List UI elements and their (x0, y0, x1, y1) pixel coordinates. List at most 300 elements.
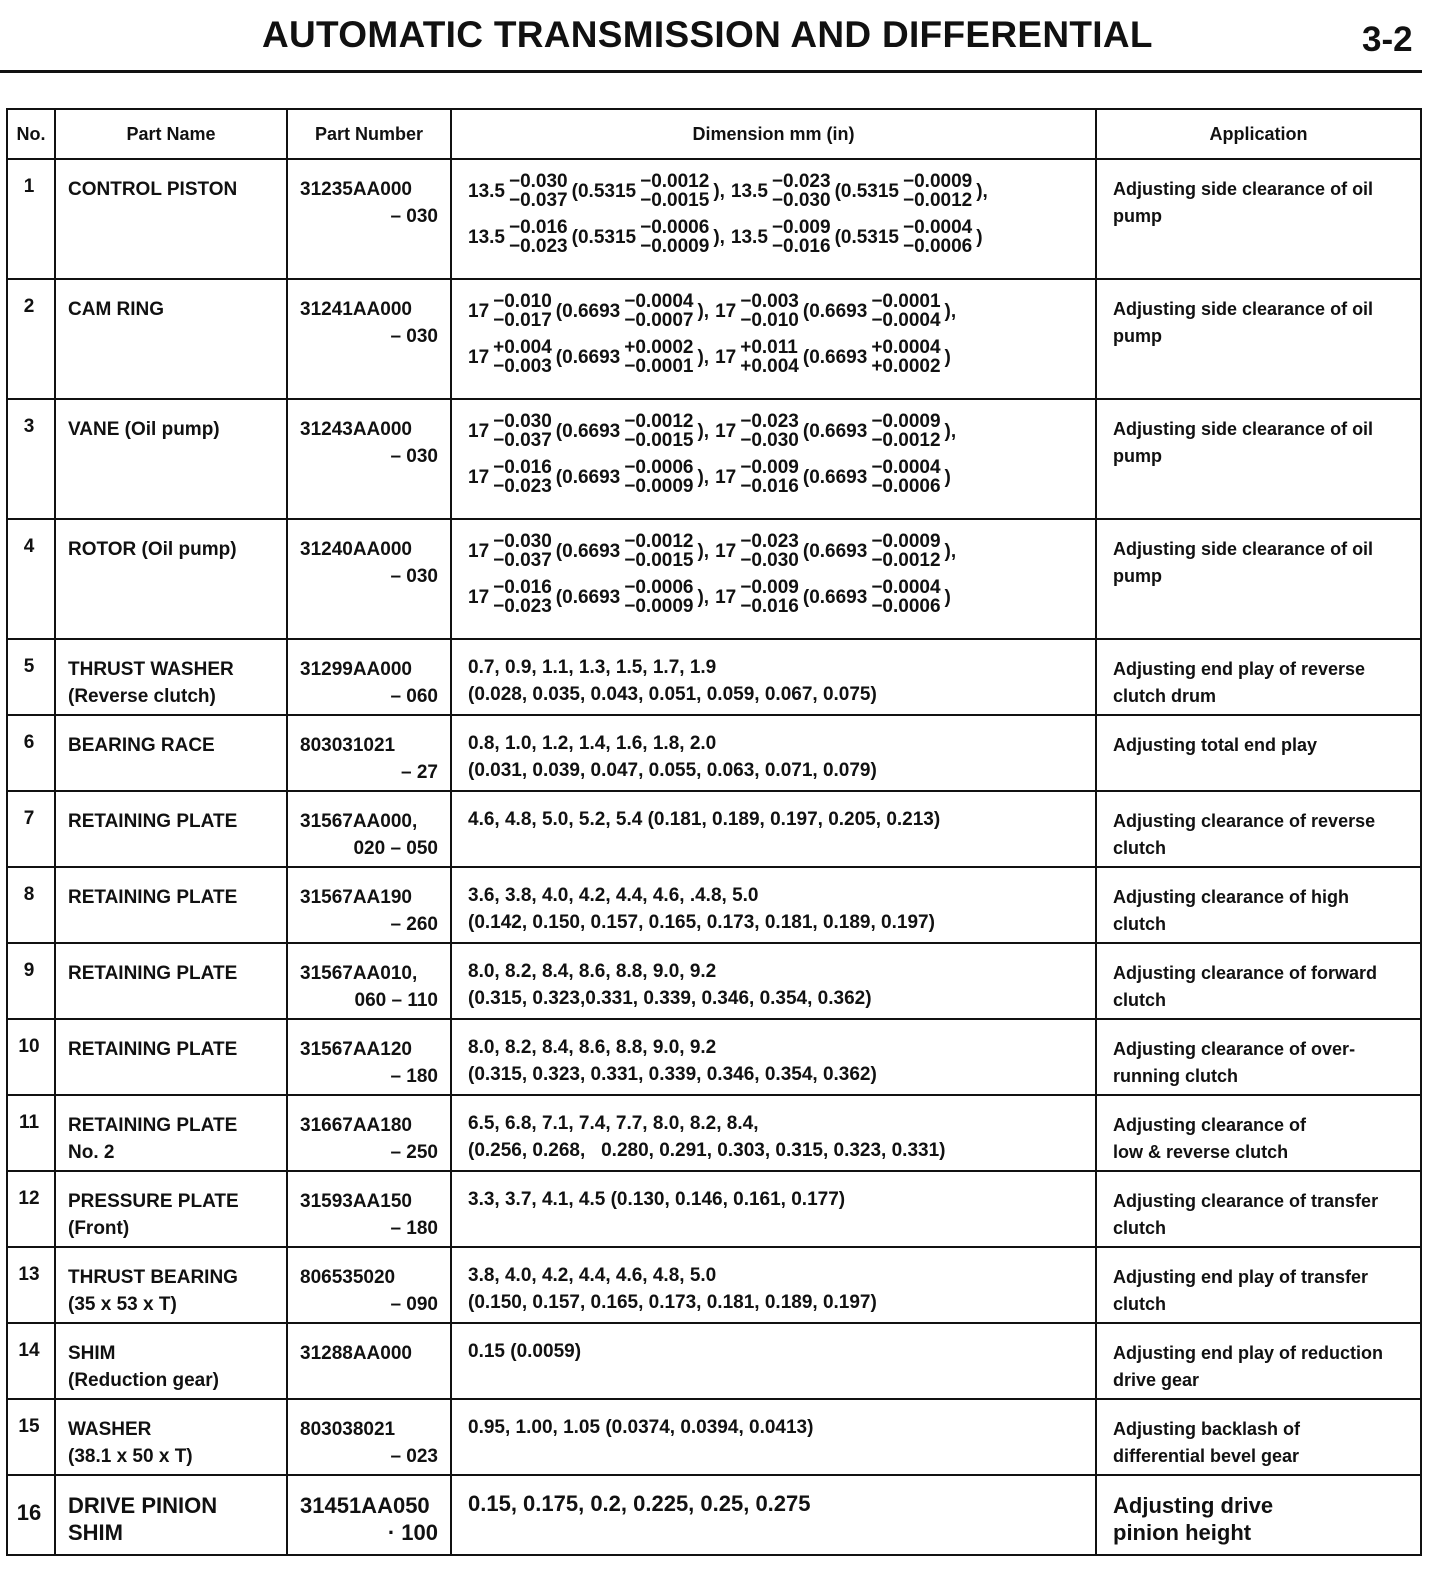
table-row (7, 943, 1421, 1019)
tolerance-line (468, 408, 1087, 454)
row-number: 4 (7, 519, 55, 639)
nominal-value: (0.6693 (802, 420, 868, 442)
part-number (287, 867, 451, 943)
nominal-value: 17 (715, 420, 737, 442)
col-header-part-number: Part Number (287, 109, 451, 159)
dimension-cell (451, 1247, 1096, 1323)
lower-tolerance: −0.017 (493, 310, 552, 331)
dimension-mm: 6.5, 6.8, 7.1, 7.4, 7.7, 8.0, 8.2, 8.4, (468, 1113, 759, 1134)
nominal-value: (0.5315 (571, 226, 637, 248)
header-rule (0, 70, 1422, 73)
upper-tolerance: −0.0004 (903, 217, 973, 238)
part-name (55, 1019, 287, 1095)
application-line: differential bevel gear (1113, 1446, 1300, 1466)
nominal-value: (0.6693 (555, 466, 621, 488)
closing-paren: ), (713, 226, 725, 248)
dimension-in: (0.031, 0.039, 0.047, 0.055, 0.063, 0.071, 0.079) (468, 760, 877, 781)
closing-paren: ), (697, 540, 710, 562)
application: Adjusting side clearance of oil pump (1096, 519, 1421, 639)
part-number-line: 31299AA000 (300, 659, 412, 680)
part-name-line: SHIM (68, 1343, 116, 1364)
table-row (7, 1019, 1421, 1095)
nominal-value: 13.5 (468, 180, 505, 202)
application (1096, 1323, 1421, 1399)
part-number-range: – 250 (390, 1142, 438, 1163)
page-title: AUTOMATIC TRANSMISSION AND DIFFERENTIAL (262, 14, 1153, 55)
part-name-line: THRUST WASHER (68, 659, 234, 680)
nominal-value: 17 (715, 586, 737, 608)
tolerance-line (468, 528, 1087, 574)
part-number (287, 519, 451, 639)
part-name (55, 1247, 287, 1323)
lower-tolerance: −0.003 (493, 356, 552, 377)
upper-tolerance: −0.030 (493, 531, 552, 552)
dimension-mm: 0.15 (0.0059) (468, 1341, 582, 1362)
part-number (287, 1019, 451, 1095)
part-name-line: RETAINING PLATE (68, 887, 238, 908)
upper-tolerance: −0.0004 (871, 577, 941, 598)
application-line: clutch (1113, 1218, 1167, 1238)
tolerance-stack (493, 458, 552, 496)
tolerance-stack (740, 338, 799, 376)
application (1096, 1019, 1421, 1095)
col-header-part-name: Part Name (55, 109, 287, 159)
row-number: 14 (7, 1323, 55, 1399)
part-number (287, 639, 451, 715)
application: Adjusting side clearance of oil pump (1096, 399, 1421, 519)
nominal-value: (0.5315 (834, 180, 900, 202)
application (1096, 867, 1421, 943)
tolerance-stack (493, 532, 552, 570)
dimension-mm: 0.7, 0.9, 1.1, 1.3, 1.5, 1.7, 1.9 (468, 657, 717, 678)
application-line: Adjusting end play of reduction (1113, 1343, 1383, 1363)
part-number (287, 1323, 451, 1399)
lower-tolerance: −0.0015 (640, 190, 710, 211)
tolerance-stack (493, 578, 552, 616)
upper-tolerance: +0.0004 (871, 337, 941, 358)
part-number-range: – 030 (390, 566, 438, 587)
nominal-value: 17 (468, 420, 490, 442)
tolerance-stack (493, 412, 552, 450)
dimension-cell (451, 1171, 1096, 1247)
dimension-cell (451, 159, 1096, 279)
application (1096, 1171, 1421, 1247)
application-line: clutch (1113, 914, 1167, 934)
dimension-cell (451, 1323, 1096, 1399)
row-number: 15 (7, 1399, 55, 1475)
part-number-range: – 030 (390, 326, 438, 347)
upper-tolerance: −0.0004 (624, 291, 694, 312)
tolerance-stack (640, 172, 709, 210)
application-line: Adjusting end play of transfer (1113, 1267, 1369, 1287)
application-line: Adjusting total end play (1113, 735, 1318, 755)
closing-paren: ), (697, 466, 710, 488)
dimension-in: (0.150, 0.157, 0.165, 0.173, 0.181, 0.189, 0.197) (468, 1292, 877, 1313)
part-number-line: 803038021 (300, 1419, 396, 1440)
lower-tolerance: −0.016 (740, 476, 799, 497)
upper-tolerance: −0.0009 (871, 411, 941, 432)
part-number-line: 31667AA180 (300, 1115, 412, 1136)
part-name-line: RETAINING PLATE (68, 811, 238, 832)
part-name-detail: (38.1 x 50 x T) (68, 1446, 193, 1467)
tolerance-stack (871, 292, 940, 330)
part-name-line: RETAINING PLATE (68, 963, 238, 984)
table-row (7, 715, 1421, 791)
nominal-value: (0.6693 (802, 346, 868, 368)
lower-tolerance: −0.030 (771, 190, 831, 211)
dimension-in: (0.142, 0.150, 0.157, 0.165, 0.173, 0.181, 0.189, 0.197) (468, 912, 935, 933)
dimension-mm: 4.6, 4.8, 5.0, 5.2, 5.4 (0.181, 0.189, 0.197, 0.205, 0.213) (468, 809, 941, 830)
upper-tolerance: −0.023 (740, 411, 799, 432)
part-number-line: 31288AA000 (300, 1343, 412, 1364)
part-number-line: 31243AA000 (300, 419, 412, 440)
application: Adjusting side clearance of oil pump (1096, 279, 1421, 399)
part-number-line: 31567AA010, (300, 963, 418, 984)
part-name-line: WASHER (68, 1419, 152, 1440)
application (1096, 1247, 1421, 1323)
lower-tolerance: −0.0006 (871, 476, 941, 497)
dimension-mm: 8.0, 8.2, 8.4, 8.6, 8.8, 9.0, 9.2 (468, 961, 717, 982)
dimension-mm: 0.8, 1.0, 1.2, 1.4, 1.6, 1.8, 2.0 (468, 733, 717, 754)
closing-paren: ), (976, 180, 988, 202)
part-number (287, 943, 451, 1019)
part-number-range: – 27 (401, 762, 438, 783)
upper-tolerance: −0.016 (493, 577, 552, 598)
upper-tolerance: −0.0012 (640, 171, 710, 192)
application-line: clutch (1113, 838, 1167, 858)
part-name (55, 791, 287, 867)
part-number (287, 279, 451, 399)
tolerance-line (468, 214, 1087, 260)
tolerance-stack (624, 578, 693, 616)
part-name-detail: SHIM (68, 1520, 123, 1545)
row-number: 3 (7, 399, 55, 519)
application-line: Adjusting drive (1113, 1493, 1274, 1518)
upper-tolerance: −0.003 (740, 291, 799, 312)
table-header-row (7, 109, 1421, 159)
page-number: 3-2 (1362, 20, 1413, 59)
part-name-line: PRESSURE PLATE (68, 1191, 239, 1212)
lower-tolerance: −0.037 (508, 190, 568, 211)
part-number-line: 803031021 (300, 735, 396, 756)
lower-tolerance: −0.0009 (640, 236, 710, 257)
row-number: 12 (7, 1171, 55, 1247)
lower-tolerance: −0.0012 (871, 430, 941, 451)
upper-tolerance: −0.0012 (624, 411, 694, 432)
tolerance-stack (624, 458, 693, 496)
lower-tolerance: −0.0009 (624, 476, 694, 497)
application-line: Adjusting backlash of (1113, 1419, 1301, 1439)
tolerance-stack (640, 218, 709, 256)
part-name-line: BEARING RACE (68, 735, 215, 756)
tolerance-stack (509, 218, 568, 256)
part-name: ROTOR (Oil pump) (55, 519, 287, 639)
tolerance-line (468, 334, 1087, 380)
application-line: Adjusting clearance of over- (1113, 1039, 1356, 1059)
part-number-line: 31567AA190 (300, 887, 412, 908)
part-number (287, 1095, 451, 1171)
part-number (287, 1475, 451, 1555)
part-number (287, 1171, 451, 1247)
tolerance-stack (624, 338, 693, 376)
application (1096, 791, 1421, 867)
part-name: CONTROL PISTON (55, 159, 287, 279)
lower-tolerance: −0.0004 (871, 310, 941, 331)
dimension-mm: 0.15, 0.175, 0.2, 0.225, 0.25, 0.275 (468, 1491, 811, 1516)
lower-tolerance: −0.0012 (903, 190, 973, 211)
application (1096, 1095, 1421, 1171)
upper-tolerance: −0.0001 (871, 291, 941, 312)
part-number (287, 715, 451, 791)
lower-tolerance: −0.030 (740, 430, 799, 451)
lower-tolerance: −0.0001 (624, 356, 694, 377)
dimension-in: (0.256, 0.268, 0.280, 0.291, 0.303, 0.315, 0.323, 0.331) (468, 1140, 946, 1161)
part-name (55, 1171, 287, 1247)
upper-tolerance: −0.009 (740, 457, 799, 478)
part-number-range: – 030 (390, 446, 438, 467)
row-number: 8 (7, 867, 55, 943)
upper-tolerance: −0.016 (508, 217, 568, 238)
nominal-value: 17 (468, 300, 490, 322)
lower-tolerance: −0.037 (493, 430, 552, 451)
lower-tolerance: +0.004 (740, 356, 799, 377)
dimension-mm: 3.3, 3.7, 4.1, 4.5 (0.130, 0.146, 0.161, 0.177) (468, 1189, 846, 1210)
part-number-range: – 090 (390, 1294, 438, 1315)
dimension-cell (451, 791, 1096, 867)
lower-tolerance: −0.0015 (624, 430, 694, 451)
nominal-value: 17 (468, 586, 490, 608)
part-number-range: – 260 (390, 914, 438, 935)
nominal-value: (0.6693 (555, 420, 621, 442)
application-line: Adjusting end play of reverse (1113, 659, 1366, 679)
application (1096, 1399, 1421, 1475)
row-number: 7 (7, 791, 55, 867)
tolerance-stack (740, 532, 799, 570)
closing-paren: ), (713, 180, 725, 202)
nominal-value: 17 (715, 540, 737, 562)
part-number-line: 31593AA150 (300, 1191, 412, 1212)
part-number-line: 31567AA000, (300, 811, 418, 832)
dimension-cell (451, 943, 1096, 1019)
nominal-value: (0.6693 (802, 466, 868, 488)
tolerance-stack (871, 532, 940, 570)
part-number-range: – 030 (390, 206, 438, 227)
application-line: running clutch (1113, 1066, 1238, 1086)
application: Adjusting side clearance of oil pump (1096, 159, 1421, 279)
upper-tolerance: −0.009 (771, 217, 831, 238)
tolerance-stack (624, 412, 693, 450)
application-line: drive gear (1113, 1370, 1200, 1390)
lower-tolerance: −0.016 (740, 596, 799, 617)
dimension-cell (451, 399, 1096, 519)
row-number: 10 (7, 1019, 55, 1095)
col-header-application: Application (1096, 109, 1421, 159)
closing-paren: ), (697, 300, 710, 322)
tolerance-stack (772, 218, 831, 256)
application-line: clutch (1113, 990, 1167, 1010)
dimension-cell (451, 1019, 1096, 1095)
upper-tolerance: −0.010 (493, 291, 552, 312)
row-number: 9 (7, 943, 55, 1019)
closing-paren: ), (944, 420, 957, 442)
upper-tolerance: −0.0004 (871, 457, 941, 478)
table-row (7, 279, 1421, 399)
part-number-line: 31240AA000 (300, 539, 412, 560)
tolerance-stack (871, 458, 940, 496)
nominal-value: 17 (468, 540, 490, 562)
page-header (0, 0, 1456, 76)
nominal-value: (0.6693 (555, 300, 621, 322)
part-name (55, 867, 287, 943)
tolerance-line (468, 454, 1087, 500)
upper-tolerance: −0.0006 (624, 577, 694, 598)
nominal-value: (0.6693 (802, 540, 868, 562)
application-line: low & reverse clutch (1113, 1142, 1289, 1162)
upper-tolerance: −0.0006 (624, 457, 694, 478)
application (1096, 1475, 1421, 1555)
application (1096, 943, 1421, 1019)
part-number-range: – 060 (390, 686, 438, 707)
tolerance-stack (624, 532, 693, 570)
dimension-mm: 3.8, 4.0, 4.2, 4.4, 4.6, 4.8, 5.0 (468, 1265, 717, 1286)
closing-paren: ), (944, 540, 957, 562)
part-number-range: – 180 (390, 1218, 438, 1239)
tolerance-stack (740, 412, 799, 450)
table-row (7, 1323, 1421, 1399)
part-number-line: 31235AA000 (300, 179, 412, 200)
tolerance-stack (772, 172, 831, 210)
dimension-cell (451, 1399, 1096, 1475)
upper-tolerance: −0.023 (740, 531, 799, 552)
row-number: 2 (7, 279, 55, 399)
application (1096, 715, 1421, 791)
nominal-value: 17 (468, 346, 490, 368)
dimension-in: (0.315, 0.323,0.331, 0.339, 0.346, 0.354, 0.362) (468, 988, 872, 1009)
nominal-value: (0.6693 (555, 540, 621, 562)
part-name-line: RETAINING PLATE (68, 1115, 238, 1136)
tolerance-line (468, 574, 1087, 620)
closing-paren: ), (697, 420, 710, 442)
dimension-mm: 0.95, 1.00, 1.05 (0.0374, 0.0394, 0.0413) (468, 1417, 814, 1438)
lower-tolerance: −0.030 (740, 550, 799, 571)
part-name: CAM RING (55, 279, 287, 399)
col-header-no: No. (7, 109, 55, 159)
part-number-range: 060 – 110 (354, 990, 438, 1011)
dimension-cell (451, 1095, 1096, 1171)
upper-tolerance: −0.009 (740, 577, 799, 598)
dimension-mm: 8.0, 8.2, 8.4, 8.6, 8.8, 9.0, 9.2 (468, 1037, 717, 1058)
lower-tolerance: −0.023 (508, 236, 568, 257)
part-name: VANE (Oil pump) (55, 399, 287, 519)
nominal-value: (0.6693 (555, 586, 621, 608)
nominal-value: 13.5 (730, 180, 768, 202)
nominal-value: (0.6693 (802, 300, 868, 322)
closing-paren: ) (944, 346, 951, 368)
tolerance-stack (871, 412, 940, 450)
table-row (7, 1247, 1421, 1323)
dimension-cell (451, 715, 1096, 791)
application-line: Adjusting clearance of high (1113, 887, 1350, 907)
application-line: Adjusting clearance of reverse (1113, 811, 1376, 831)
upper-tolerance: −0.030 (493, 411, 552, 432)
upper-tolerance: +0.011 (740, 337, 798, 358)
part-name (55, 639, 287, 715)
tolerance-stack (493, 338, 552, 376)
row-number: 5 (7, 639, 55, 715)
table-row (7, 399, 1421, 519)
part-name-detail: (35 x 53 x T) (68, 1294, 177, 1315)
application-line: pinion height (1113, 1520, 1252, 1545)
nominal-value: (0.6693 (802, 586, 868, 608)
dimension-mm: 3.6, 3.8, 4.0, 4.2, 4.4, 4.6, .4.8, 5.0 (468, 885, 759, 906)
nominal-value: 17 (715, 466, 737, 488)
part-name (55, 1399, 287, 1475)
dimension-in: (0.315, 0.323, 0.331, 0.339, 0.346, 0.354, 0.362) (468, 1064, 877, 1085)
table-row (7, 867, 1421, 943)
application-line: Adjusting clearance of forward (1113, 963, 1378, 983)
lower-tolerance: −0.0009 (624, 596, 694, 617)
upper-tolerance: +0.0002 (624, 337, 694, 358)
upper-tolerance: −0.0009 (871, 531, 941, 552)
dimension-cell (451, 279, 1096, 399)
part-name-line: RETAINING PLATE (68, 1039, 238, 1060)
lower-tolerance: +0.0002 (871, 356, 941, 377)
nominal-value: (0.6693 (555, 346, 621, 368)
upper-tolerance: −0.0012 (624, 531, 694, 552)
table-row (7, 1095, 1421, 1171)
tolerance-stack (509, 172, 568, 210)
dimension-cell (451, 639, 1096, 715)
table-row (7, 1399, 1421, 1475)
tolerance-stack (903, 218, 972, 256)
row-number: 11 (7, 1095, 55, 1171)
upper-tolerance: −0.016 (493, 457, 552, 478)
row-number: 1 (7, 159, 55, 279)
part-name (55, 1475, 287, 1555)
upper-tolerance: −0.0009 (903, 171, 973, 192)
closing-paren: ) (944, 466, 951, 488)
table-row (7, 159, 1421, 279)
part-number-line: 31567AA120 (300, 1039, 412, 1060)
closing-paren: ), (697, 346, 710, 368)
tolerance-stack (903, 172, 972, 210)
lower-tolerance: −0.0006 (871, 596, 941, 617)
part-name-line: DRIVE PINION (68, 1493, 218, 1518)
lower-tolerance: −0.037 (493, 550, 552, 571)
part-number-line: 806535020 (300, 1267, 396, 1288)
part-name (55, 715, 287, 791)
part-name-detail: (Reverse clutch) (68, 686, 216, 707)
table-row (7, 519, 1421, 639)
lower-tolerance: −0.023 (493, 476, 552, 497)
dimension-cell (451, 519, 1096, 639)
dimension-in: (0.028, 0.035, 0.043, 0.051, 0.059, 0.067, 0.075) (468, 684, 877, 705)
part-name-detail: No. 2 (68, 1142, 115, 1163)
lower-tolerance: −0.0015 (624, 550, 694, 571)
lower-tolerance: −0.016 (771, 236, 831, 257)
closing-paren: ) (944, 586, 951, 608)
tolerance-stack (493, 292, 552, 330)
row-number: 6 (7, 715, 55, 791)
part-number (287, 399, 451, 519)
application-line: Adjusting clearance of (1113, 1115, 1307, 1135)
col-header-dimension: Dimension mm (in) (451, 109, 1096, 159)
row-number: 16 (7, 1475, 55, 1555)
tolerance-stack (740, 292, 799, 330)
tolerance-stack (624, 292, 693, 330)
part-name (55, 1323, 287, 1399)
dimension-cell (451, 867, 1096, 943)
